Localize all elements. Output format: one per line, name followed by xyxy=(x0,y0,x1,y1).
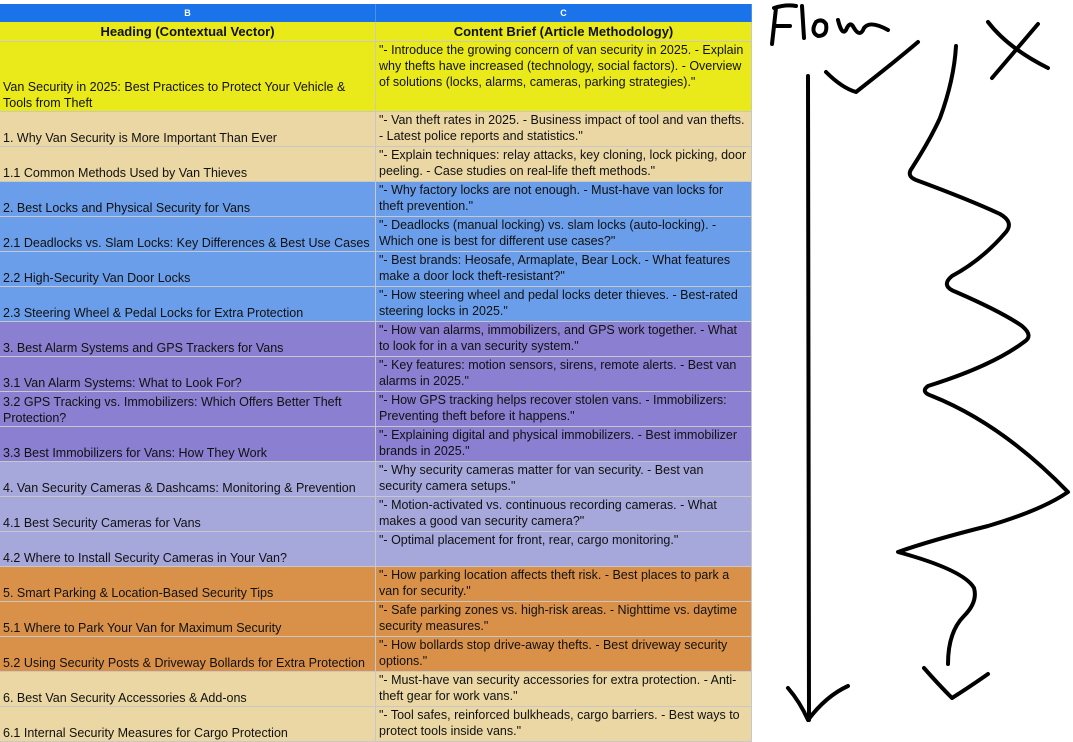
table-row xyxy=(0,322,752,357)
brief-cell[interactable]: "- Key features: motion sensors, sirens, remote alerts. - Best van alarms in 2025." xyxy=(376,357,752,391)
heading-cell[interactable]: 2.1 Deadlocks vs. Slam Locks: Key Differences & Best Use Cases xyxy=(0,217,376,251)
table-row xyxy=(0,567,752,602)
brief-cell[interactable]: "- How parking location affects theft risk. - Best places to park a van for security." xyxy=(376,567,752,601)
brief-cell[interactable]: "- Optimal placement for front, rear, cargo monitoring." xyxy=(376,532,752,566)
header-cell-brief[interactable]: Content Brief (Article Methodology) xyxy=(376,22,752,41)
heading-cell[interactable]: 6.1 Internal Security Measures for Cargo Protection xyxy=(0,707,376,741)
table-row xyxy=(0,707,752,742)
table-row xyxy=(0,602,752,637)
heading-cell[interactable]: 1.1 Common Methods Used by Van Thieves xyxy=(0,147,376,181)
table-row xyxy=(0,462,752,497)
heading-cell[interactable]: 4.1 Best Security Cameras for Vans xyxy=(0,497,376,531)
flow-arrow-shaft xyxy=(808,76,809,720)
flow-letter-o xyxy=(813,20,826,36)
header-row xyxy=(0,22,752,42)
handwritten-annotation xyxy=(752,0,1073,729)
heading-cell[interactable]: 3. Best Alarm Systems and GPS Trackers for Vans xyxy=(0,322,376,356)
heading-cell[interactable]: 2.2 High-Security Van Door Locks xyxy=(0,252,376,286)
brief-cell[interactable]: "- Introduce the growing concern of van security in 2025. - Explain why thefts have increased (technology, social factors). - Overview of solutions (locks, alarms, cameras, parking strategies)." xyxy=(376,42,752,111)
zigzag-arrow-head xyxy=(924,668,988,698)
brief-cell[interactable]: "- How van alarms, immobilizers, and GPS work together. - What to look for in a van security system." xyxy=(376,322,752,356)
column-header-b[interactable]: B xyxy=(0,4,376,22)
brief-cell[interactable]: "- Motion-activated vs. continuous recording cameras. - What makes a good van security camera?" xyxy=(376,497,752,531)
table-row xyxy=(0,392,752,427)
heading-cell[interactable]: 3.2 GPS Tracking vs. Immobilizers: Which Offers Better Theft Protection? xyxy=(0,392,376,426)
heading-cell[interactable]: 3.3 Best Immobilizers for Vans: How They Work xyxy=(0,427,376,461)
heading-cell[interactable]: 4. Van Security Cameras & Dashcams: Monitoring & Prevention xyxy=(0,462,376,496)
x-label-drawing xyxy=(988,22,1048,78)
table-row xyxy=(0,182,752,217)
zigzag-path xyxy=(898,46,1068,664)
table-row xyxy=(0,252,752,287)
heading-cell[interactable]: 1. Why Van Security is More Important Than Ever xyxy=(0,112,376,146)
brief-cell[interactable]: "- Explain techniques: relay attacks, key cloning, lock picking, door peeling. - Case studies on real-life theft methods." xyxy=(376,147,752,181)
flow-letter-l xyxy=(802,6,804,38)
heading-cell[interactable]: 4.2 Where to Install Security Cameras in Your Van? xyxy=(0,532,376,566)
flow-letter-w xyxy=(838,20,888,33)
brief-cell[interactable]: "- How GPS tracking helps recover stolen vans. - Immobilizers: Preventing theft before it happens." xyxy=(376,392,752,426)
table-row xyxy=(0,532,752,567)
brief-cell[interactable]: "- How steering wheel and pedal locks deter thieves. - Best-rated steering locks in 2025." xyxy=(376,287,752,321)
table-row xyxy=(0,217,752,252)
heading-cell[interactable]: 3.1 Van Alarm Systems: What to Look For? xyxy=(0,357,376,391)
table-row xyxy=(0,42,752,112)
table-row xyxy=(0,287,752,322)
flow-checkmark xyxy=(826,42,918,92)
table-row xyxy=(0,497,752,532)
brief-cell[interactable]: "- Deadlocks (manual locking) vs. slam locks (auto-locking). - Which one is best for different use cases?" xyxy=(376,217,752,251)
flow-label-drawing xyxy=(772,5,888,44)
table-row xyxy=(0,427,752,462)
brief-cell[interactable]: "- Why factory locks are not enough. - Must-have van locks for theft prevention." xyxy=(376,182,752,216)
brief-cell[interactable]: "- Explaining digital and physical immobilizers. - Best immobilizer brands in 2025." xyxy=(376,427,752,461)
brief-cell[interactable]: "- Best brands: Heosafe, Armaplate, Bear Lock. - What features make a door lock theft-resistant?" xyxy=(376,252,752,286)
heading-cell[interactable]: 2. Best Locks and Physical Security for Vans xyxy=(0,182,376,216)
heading-cell[interactable]: Van Security in 2025: Best Practices to Protect Your Vehicle & Tools from Theft xyxy=(0,42,376,111)
flow-arrow-head xyxy=(788,686,848,720)
brief-cell[interactable]: "- Why security cameras matter for van security. - Best van security camera setups." xyxy=(376,462,752,496)
heading-cell[interactable]: 5.2 Using Security Posts & Driveway Bollards for Extra Protection xyxy=(0,637,376,671)
table-row xyxy=(0,147,752,182)
flow-letter-f xyxy=(772,5,796,44)
table-row xyxy=(0,357,752,392)
heading-cell[interactable]: 5. Smart Parking & Location-Based Security Tips xyxy=(0,567,376,601)
brief-cell[interactable]: "- Tool safes, reinforced bulkheads, cargo barriers. - Best ways to protect tools inside vans." xyxy=(376,707,752,741)
brief-cell[interactable]: "- Van theft rates in 2025. - Business impact of tool and van thefts. - Latest police reports and statistics." xyxy=(376,112,752,146)
table-row xyxy=(0,672,752,707)
column-header-c[interactable]: C xyxy=(376,4,752,22)
brief-cell[interactable]: "- How bollards stop drive-away thefts. - Best driveway security options." xyxy=(376,637,752,671)
table-row xyxy=(0,637,752,672)
header-cell-heading[interactable]: Heading (Contextual Vector) xyxy=(0,22,376,41)
heading-cell[interactable]: 2.3 Steering Wheel & Pedal Locks for Extra Protection xyxy=(0,287,376,321)
brief-cell[interactable]: "- Safe parking zones vs. high-risk areas. - Nighttime vs. daytime security measures." xyxy=(376,602,752,636)
heading-cell[interactable]: 6. Best Van Security Accessories & Add-ons xyxy=(0,672,376,706)
brief-cell[interactable]: "- Must-have van security accessories for extra protection. - Anti-theft gear for work vans." xyxy=(376,672,752,706)
table-row xyxy=(0,112,752,147)
heading-cell[interactable]: 5.1 Where to Park Your Van for Maximum Security xyxy=(0,602,376,636)
